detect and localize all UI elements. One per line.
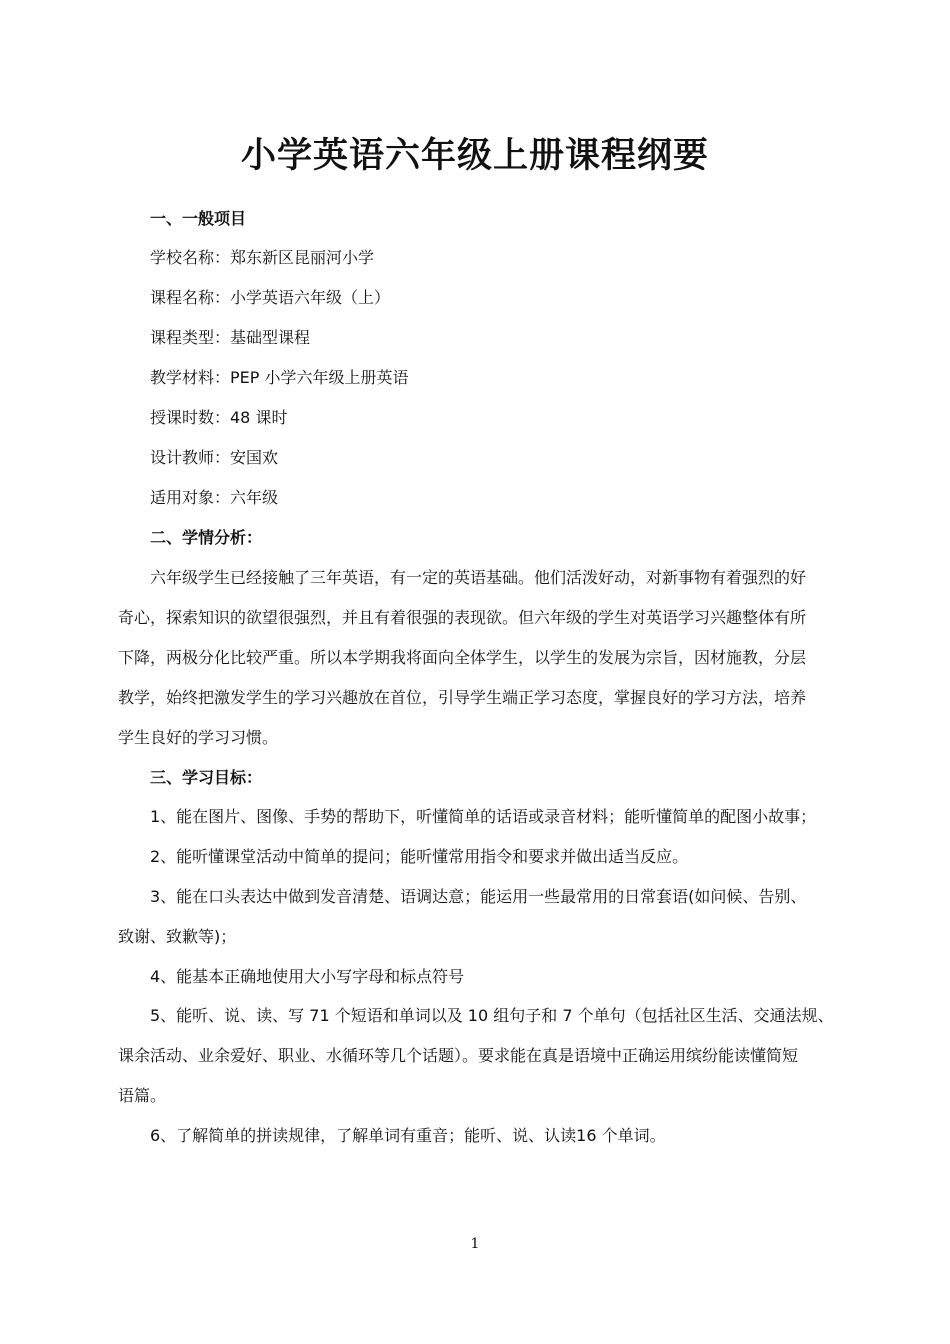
goal-line: 2、能听懂课堂活动中简单的提问；能听懂常用指令和要求并做出适当反应。	[150, 847, 689, 866]
analysis-line: 六年级学生已经接触了三年英语，有一定的英语基础。他们活泼好动，对新事物有着强烈的好	[150, 568, 807, 587]
goal-line: 3、能在口头表达中做到发音清楚、语调达意；能运用一些最常用的日常套语(如问候、告别、	[150, 887, 807, 906]
goal-line: 课余活动、业余爱好、职业、水循环等几个话题）。要求能在真是语境中正确运用缤纷能读懂简短	[118, 1046, 799, 1065]
info-teacher: 设计教师：安国欢	[150, 448, 279, 467]
info-course-type: 课程类型：基础型课程	[150, 328, 311, 347]
goal-line: 致谢、致歉等)；	[118, 927, 237, 946]
analysis-line: 下降，两极分化比较严重。所以本学期我将面向全体学生，以学生的发展为宗旨，因材施教，分层	[118, 648, 807, 667]
document-title: 小学英语六年级上册课程纲要	[240, 135, 709, 176]
goal-line: 5、能听、说、读、写 71 个短语和单词以及 10 组句子和 7 个单句（包括社区生活、交通法规、	[150, 1006, 834, 1025]
analysis-line: 学生良好的学习习惯。	[118, 728, 279, 747]
section-heading-general: 一、一般项目	[150, 209, 247, 228]
goal-line: 1、能在图片、图像、手势的帮助下，听懂简单的话语或录音材料；能听懂简单的配图小故事；	[150, 807, 817, 826]
info-school: 学校名称：郑东新区昆丽河小学	[150, 248, 375, 267]
section-heading-analysis: 二、学情分析：	[150, 528, 263, 547]
analysis-line: 奇心，探索知识的欲望很强烈，并且有着很强的表现欲。但六年级的学生对英语学习兴趣整体有所	[118, 608, 807, 627]
section-heading-goals: 三、学习目标：	[150, 768, 263, 787]
info-materials: 教学材料：PEP 小学六年级上册英语	[150, 368, 409, 387]
info-audience: 适用对象：六年级	[150, 488, 279, 507]
info-hours: 授课时数：48 课时	[150, 408, 288, 427]
info-course-name: 课程名称：小学英语六年级（上）	[150, 288, 391, 307]
goal-line: 6、了解简单的拼读规律，了解单词有重音；能听、说、认读16 个单词。	[150, 1126, 666, 1145]
goal-line: 4、能基本正确地使用大小写字母和标点符号	[150, 967, 465, 986]
analysis-line: 教学，始终把激发学生的学习兴趣放在首位，引导学生端正学习态度，掌握良好的学习方法，培养	[118, 688, 807, 707]
page-number: 1	[470, 1236, 480, 1252]
goal-line: 语篇。	[118, 1086, 167, 1105]
